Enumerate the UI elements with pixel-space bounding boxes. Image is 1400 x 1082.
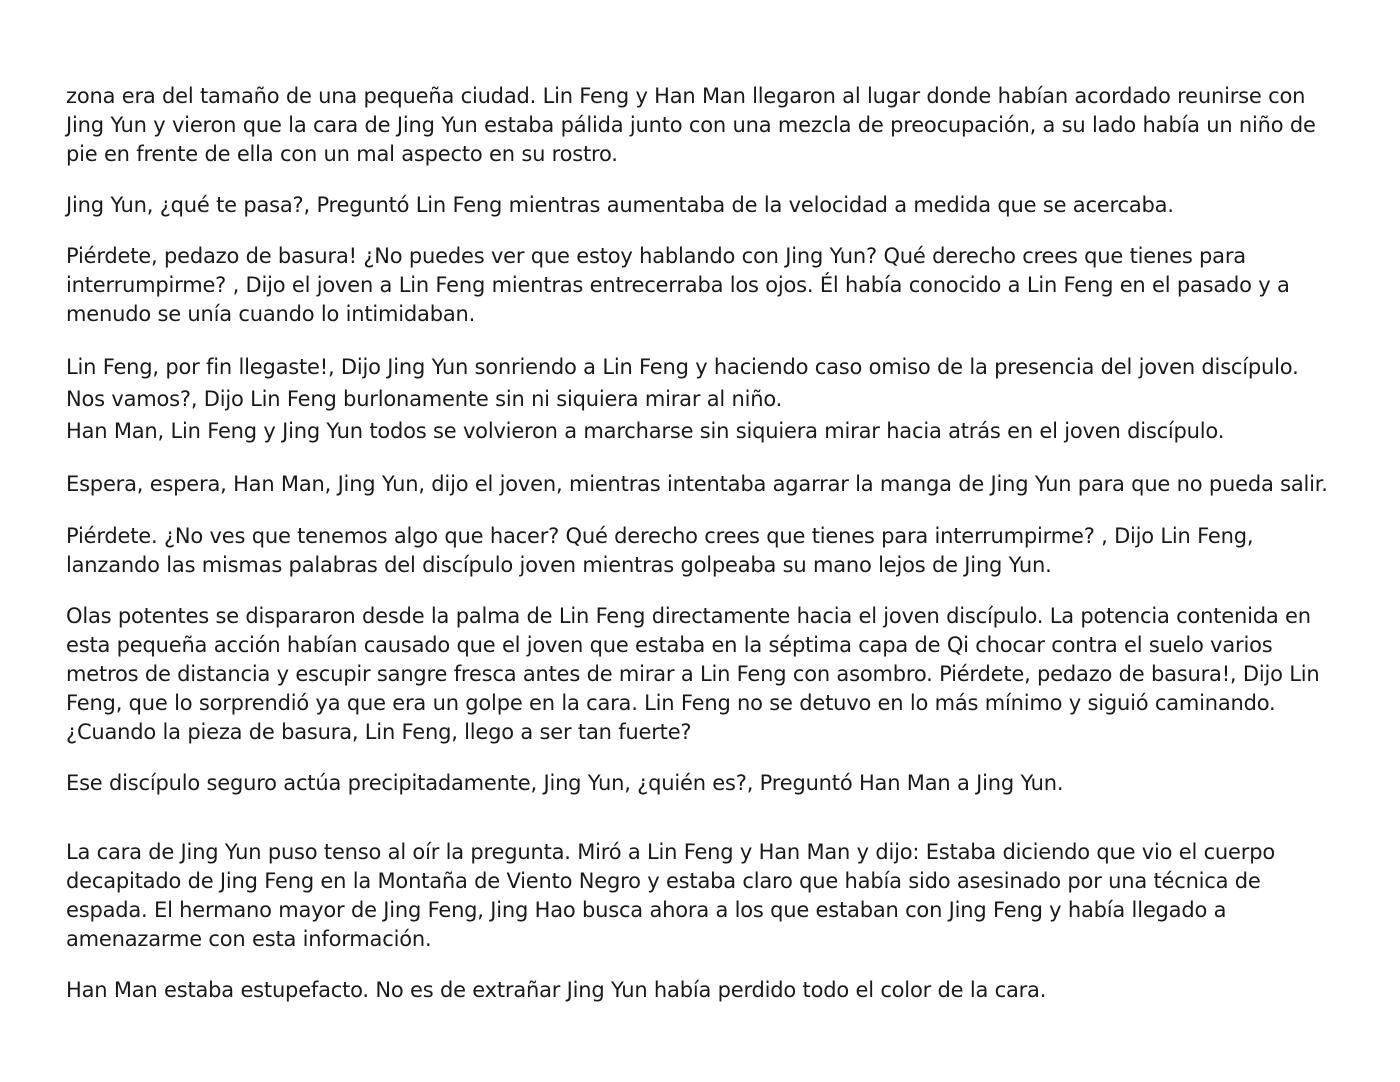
paragraph-11: Han Man estaba estupefacto. No es de extrañar Jing Yun había perdido todo el color de la cara. [66,978,1047,1002]
document-body [66,82,1340,1005]
paragraph-8: Olas potentes se dispararon desde la palma de Lin Feng directamente hacia el joven discípulo. La potencia contenida en esta pequeña acción habían causado que el joven que estaba en la séptima capa de Qi chocar contra el suelo varios metros de distancia y escupir sangre fresca antes de mirar a Lin Feng con asombro. Piérdete, pedazo de basura!, Dijo Lin Feng, que lo sorprendió ya que era un golpe en la cara. Lin Feng no se detuvo en lo más mínimo y siguió caminando. ¿Cuando la pieza de basura, Lin Feng, llego a ser tan fuerte? [66,604,1320,744]
paragraph-6: Espera, espera, Han Man, Jing Yun, dijo el joven, mientras intentaba agarrar la manga de Jing Yun para que no pueda salir. [66,472,1328,496]
paragraph-3: Piérdete, pedazo de basura! ¿No puedes ver que estoy hablando con Jing Yun? Qué derecho crees que tienes para interrumpirme? , Dijo el joven a Lin Feng mientras entrecerraba los ojos. Él había conocido a Lin Feng en el pasado y a menudo se unía cuando lo intimidaban. [66,244,1290,326]
paragraph-5: Han Man, Lin Feng y Jing Yun todos se volvieron a marcharse sin siquiera mirar hacia atrás en el joven discípulo. [66,419,1225,443]
paragraph-4: Lin Feng, por fin llegaste!, Dijo Jing Yun sonriendo a Lin Feng y haciendo caso omiso de la presencia del joven discípulo. Nos vamos?, Dijo Lin Feng burlonamente sin ni siquiera mirar al niño. [66,355,1299,411]
paragraph-2: Jing Yun, ¿qué te pasa?, Preguntó Lin Feng mientras aumentaba de la velocidad a medida que se acercaba. [66,193,1174,217]
paragraph-7: Piérdete. ¿No ves que tenemos algo que hacer? Qué derecho crees que tienes para interrumpirme? , Dijo Lin Feng, lanzando las mismas palabras del discípulo joven mientras golpeaba su mano lejos de Jing Yun. [66,524,1254,577]
paragraph-10: La cara de Jing Yun puso tenso al oír la pregunta. Miró a Lin Feng y Han Man y dijo: Estaba diciendo que vio el cuerpo decapitado de Jing Feng en la Montaña de Viento Negro y estaba claro que había sido asesinado por una técnica de espada. El hermano mayor de Jing Feng, Jing Hao busca ahora a los que estaban con Jing Feng y había llegado a amenazarme con esta información. [66,840,1275,951]
paragraph-9: Ese discípulo seguro actúa precipitadamente, Jing Yun, ¿quién es?, Preguntó Han Man a Jing Yun. [66,771,1064,795]
paragraph-1: zona era del tamaño de una pequeña ciudad. Lin Feng y Han Man llegaron al lugar donde habían acordado reunirse con Jing Yun y vieron que la cara de Jing Yun estaba pálida junto con una mezcla de preocupación, a su lado había un niño de pie en frente de ella con un mal aspecto en su rostro. [66,84,1316,166]
